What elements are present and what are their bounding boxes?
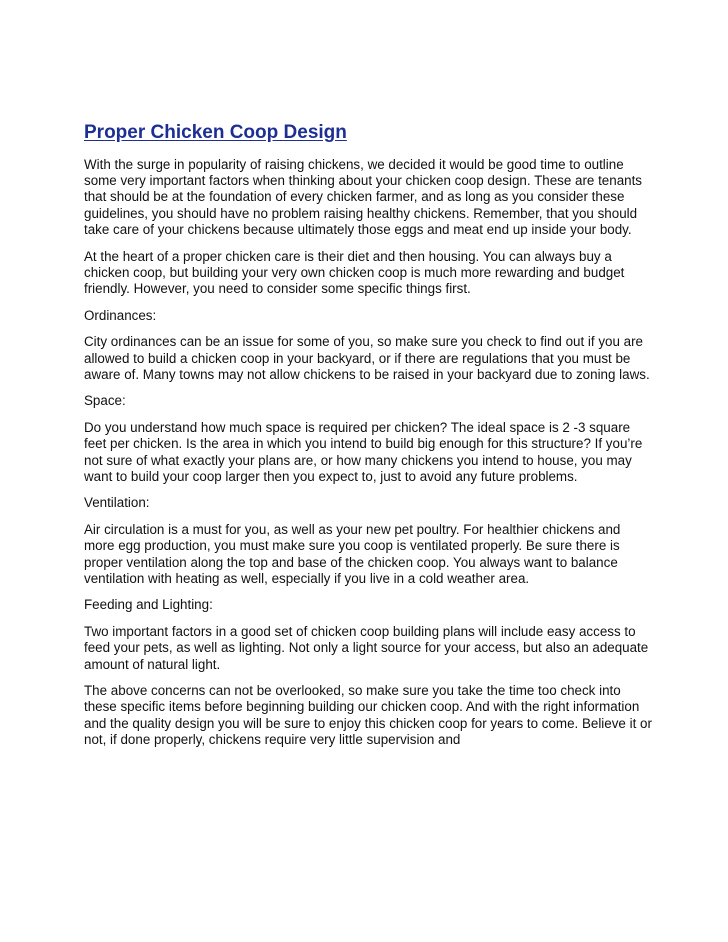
paragraph-ventilation: Air circulation is a must for you, as well as your new pet poultry. For healthier chickens and more egg production, you must make sure you coop is ventilated properly. Be sure there is proper ventilation along the top and base of the chicken coop. You always want to balance ventilation with heating as well, especially if you live in a cold weather area. xyxy=(84,522,621,586)
paragraph-ordinances: City ordinances can be an issue for some of you, so make sure you check to find out if you are allowed to build a chicken coop in your backyard, or if there are regulations that you must be aware of. Many towns may not allow chickens to be raised in your backyard due to zoning laws. xyxy=(84,334,650,382)
section-heading-ordinances: Ordinances: xyxy=(84,307,157,323)
paragraph-intro: With the surge in popularity of raising chickens, we decided it would be good time to outline some very important factors when thinking about your chicken coop design. These are tenants that should be at the foundation of every chicken farmer, and as long as you consider these guidelines, you should have no problem raising healthy chickens. Remember, that you should take care of your chickens because ultimately those eggs and meat end up inside your body. xyxy=(84,157,643,237)
section-heading-space: Space: xyxy=(84,393,126,409)
section-heading-feeding-lighting: Feeding and Lighting: xyxy=(84,597,213,613)
document-body xyxy=(84,121,654,759)
document-title: Proper Chicken Coop Design xyxy=(84,122,347,143)
paragraph-feeding-lighting: Two important factors in a good set of chicken coop building plans will include easy access to feed your pets, as well as lighting. Not only a light source for your access, but also an adequate amount of natural light. xyxy=(84,624,649,672)
section-heading-ventilation: Ventilation: xyxy=(84,495,150,511)
paragraph-conclusion: The above concerns can not be overlooked, so make sure you take the time too check into these specific items before beginning building our chicken coop. And with the right information and the quality design you will be sure to enjoy this chicken coop for years to come. Believe it or not, if done properly, chickens require very little supervision and xyxy=(84,683,652,747)
paragraph-space: Do you understand how much space is required per chicken? The ideal space is 2 -3 square feet per chicken. Is the area in which you intend to build big enough for this structure? If you’re not sure of what exactly your plans are, or how many chickens you intend to house, you may want to build your coop larger then you expect to, just to avoid any future problems. xyxy=(84,420,643,484)
paragraph-housing: At the heart of a proper chicken care is their diet and then housing. You can always buy a chicken coop, but building your very own chicken coop is much more rewarding and budget friendly. However, you need to consider some specific things first. xyxy=(84,248,625,296)
